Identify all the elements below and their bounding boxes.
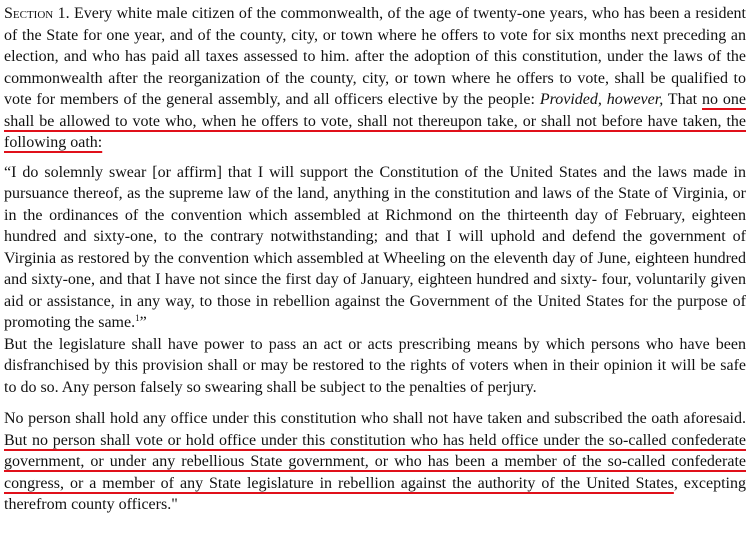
legislature-paragraph [4,334,746,399]
underlined-confederate-exclusion: But no person shall vote or hold office under this constitution who has held office under the so-called confederate government, or under any rebellious State government, or who has been a member of the so-called confederate congress, or a member of any State legislature in rebellion against the authority of the United States [4,431,746,492]
document-page [0,3,748,516]
proviso-italic: Provided, however, [539,91,664,108]
section-text-part-2: That [663,91,703,108]
legislature-text: But the legislature shall have power to pass an act or acts prescribing means by which persons who have been disfranchised by this provision shall or may be restored to the rights of voters when in their opinion it will be safe to do so. Any person falsely so swearing shall be subject to the penalties of perjury. [4,335,746,396]
footnote-marker: 1 [135,313,140,323]
section-text-part-1: Every white male citizen of the commonwealth, of the age of twenty-one years, who has been a resident of the State for one year, and of the county, city, or town where he offers to vote for six months next preceding an election, and who has paid all taxes assessed to him. after the adoption of this constitution, under the laws of the commonwealth after the reorganization of the county, city, or town where he offers to vote, shall be qualified to vote for members of the general assembly, and all officers elective by the people: [4,5,746,108]
office-paragraph [4,408,746,516]
underlined-oath-requirement: no one shall be allowed to vote who, when he offers to vote, shall not thereupon take, or shall not before have taken, the following oath: [4,91,747,151]
oath-closing-quote: ” [139,314,147,331]
oath-text: “I do solemnly swear [or affirm] that I will support the Constitution of the United States and the laws made in pursuance thereof, as the supreme law of the land, anything in the constitution and laws of the State of Virginia, or in the ordinances of the convention which assembled at Richmond on the thirteenth day of February, eighteen hundred and sixty-one, to the contrary notwithstanding; and that I will uphold and defend the government of Virginia as restored by the convention which assembled at Wheeling on the eleventh day of June, eighteen hundred and sixty-one, and that I have not since the first day of January, eighteen hundred and sixty- four, voluntarily given aid or assistance, in any way, to those in rebellion against the Government of the United States for the purpose of promoting the same. [4,163,746,331]
section-1-paragraph [4,3,746,154]
office-text-part-1: No person shall hold any office under this constitution who shall not have taken and subscribed the oath aforesaid. [4,410,746,427]
office-text-part-2: , excepting therefrom county officers." [4,474,746,513]
section-heading: Section 1. [4,5,70,22]
oath-paragraph [4,162,746,334]
